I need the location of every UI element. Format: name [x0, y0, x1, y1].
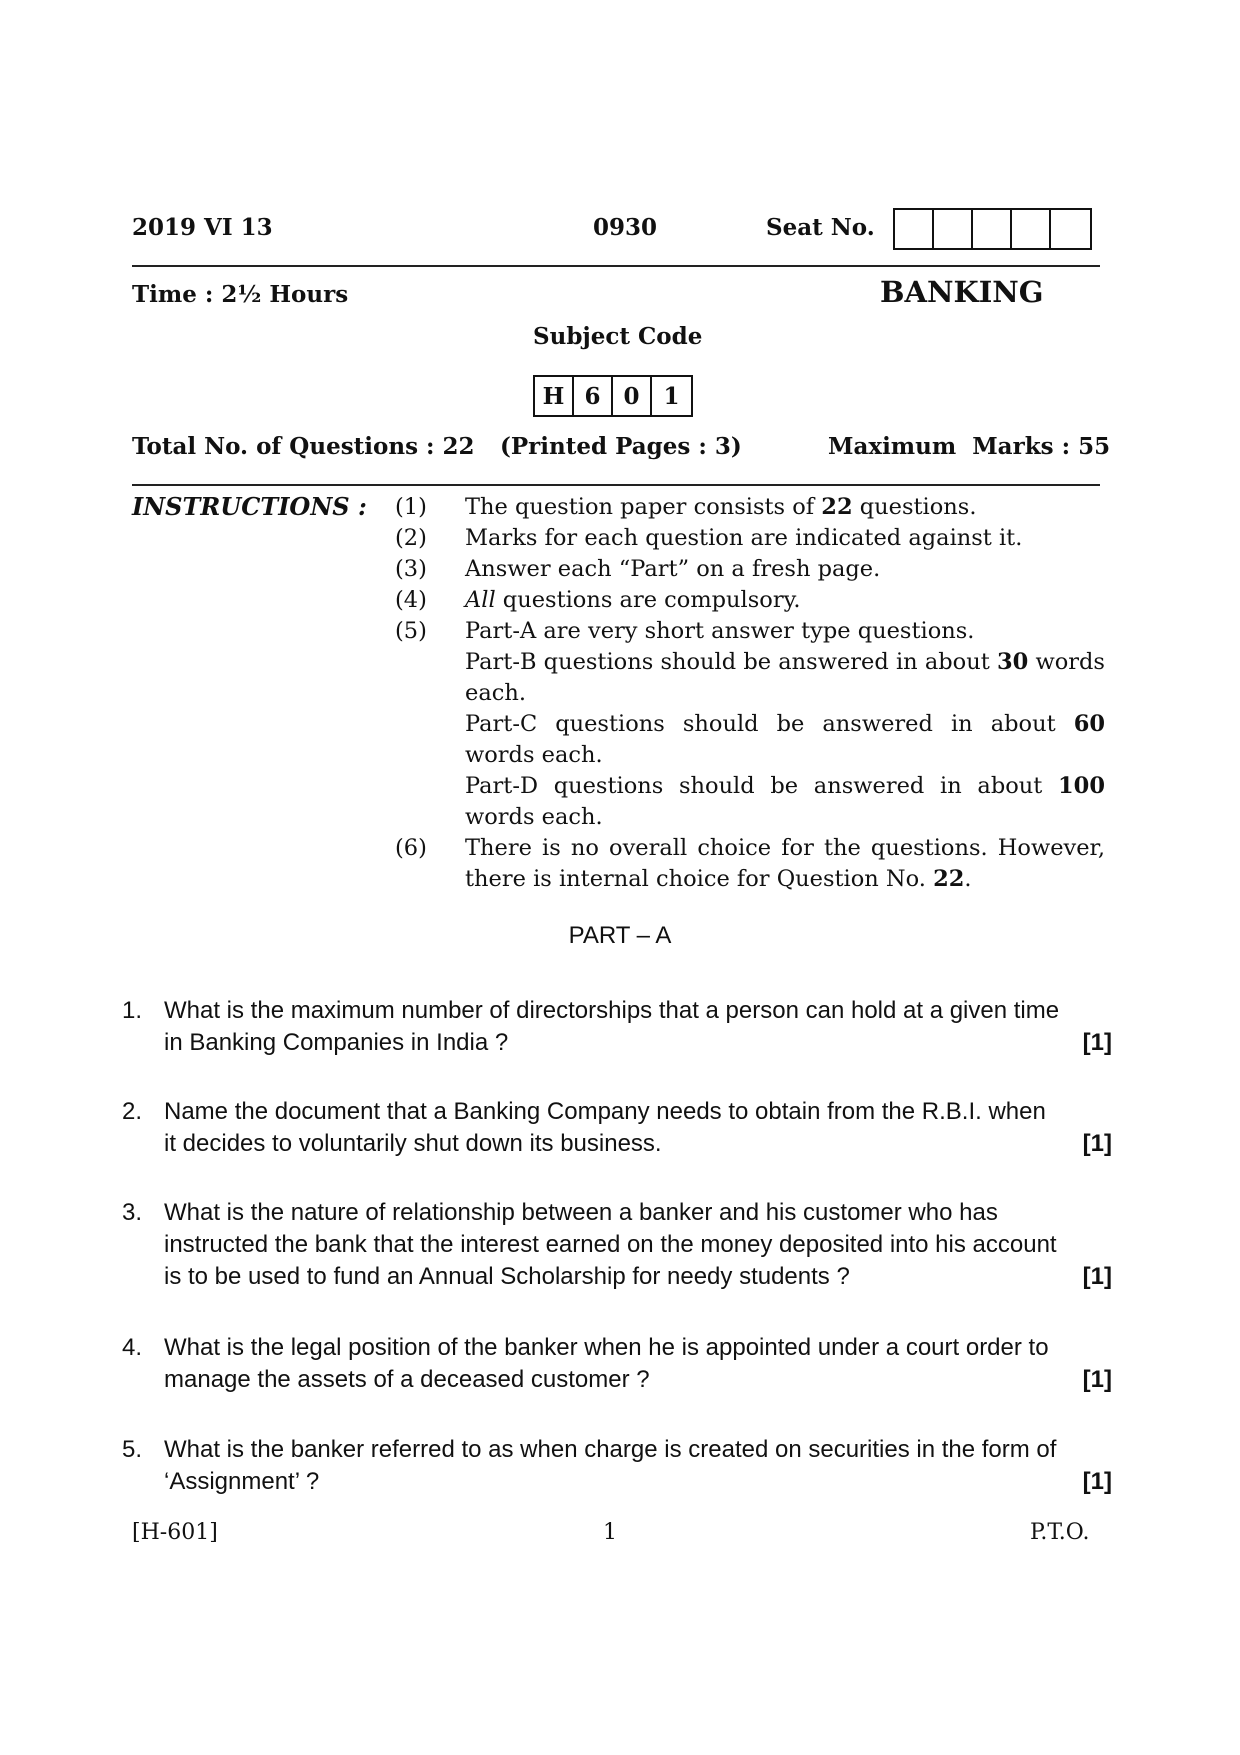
instruction-text: Answer each “Part” on a fresh page. [465, 556, 881, 582]
instructions-label: INSTRUCTIONS : [132, 492, 367, 521]
instruction-item [395, 616, 1105, 833]
time-allowed: Time : 2½ Hours [132, 281, 349, 308]
maximum-marks: Maximum Marks : 55 [828, 433, 1111, 460]
question-number: 2. [122, 1098, 143, 1125]
question-number: 4. [122, 1334, 143, 1361]
question-3 [122, 1197, 1112, 1293]
subject-code-char: H [535, 377, 574, 415]
instruction-text: Part-C questions should be answered in about 60 words each. [465, 711, 1105, 768]
date-code: 2019 VI 13 [132, 214, 273, 241]
question-marks: [1] [1082, 1029, 1112, 1056]
question-marks: [1] [1082, 1263, 1112, 1290]
part-a-title: PART – A [568, 922, 672, 949]
subject-code-char: 1 [663, 382, 680, 410]
instructions-list [395, 492, 1105, 895]
seat-number-boxes[interactable] [893, 208, 1092, 250]
question-number: 1. [122, 997, 143, 1024]
instructions-rule [132, 484, 1100, 486]
question-1 [122, 995, 1112, 1059]
seat-label: Seat No. [766, 214, 875, 241]
instruction-item [395, 833, 1105, 895]
subject-code-char: 6 [574, 377, 613, 415]
printed-pages: (Printed Pages : 3) [500, 433, 742, 460]
seat-box[interactable] [895, 210, 934, 248]
question-marks: [1] [1082, 1468, 1112, 1495]
seat-box[interactable] [1051, 210, 1090, 248]
instruction-text: Part-A are very short answer type questions. [465, 618, 975, 644]
subject-title: BANKING [880, 275, 1044, 309]
instruction-text: Part-B questions should be answered in about 30 words each. [465, 649, 1105, 706]
instruction-item [395, 554, 1105, 585]
question-5 [122, 1434, 1112, 1498]
instruction-text: There is no overall choice for the questions. However, there is internal choice for Question No. 22. [465, 835, 1105, 892]
subject-code-boxes [533, 375, 693, 417]
question-marks: [1] [1082, 1130, 1112, 1157]
question-number: 5. [122, 1436, 143, 1463]
subject-code-char: 0 [613, 377, 652, 415]
paper-code: 0930 [593, 214, 658, 241]
seat-box[interactable] [1012, 210, 1051, 248]
footer-paper-code: [H-601] [132, 1520, 218, 1545]
instruction-number: (3) [395, 556, 427, 582]
instruction-text: The question paper consists of 22 questions. [465, 494, 977, 520]
question-text: What is the nature of relationship between a banker and his customer who has instructed the bank that the interest earned on the money deposited into his account is to be used to fund an Annual Scholarship for needy students ? [164, 1199, 1057, 1290]
header-rule [132, 265, 1100, 267]
question-text: Name the document that a Banking Company needs to obtain from the R.B.I. when it decides to voluntarily shut down its business. [164, 1098, 1046, 1157]
question-marks: [1] [1082, 1366, 1112, 1393]
question-text: What is the banker referred to as when charge is created on securities in the form of ‘Assignment’ ? [164, 1436, 1057, 1495]
seat-box[interactable] [973, 210, 1012, 248]
question-number: 3. [122, 1199, 143, 1226]
question-text: What is the maximum number of directorships that a person can hold at a given time in Banking Companies in India ? [164, 997, 1060, 1056]
instruction-number: (2) [395, 525, 427, 551]
total-questions: Total No. of Questions : 22 [132, 433, 475, 460]
instruction-number: (5) [395, 618, 427, 644]
instruction-number: (4) [395, 587, 427, 613]
please-turn-over: P.T.O. [1030, 1520, 1090, 1545]
instruction-text: All questions are compulsory. [465, 587, 801, 613]
question-2 [122, 1096, 1112, 1160]
instruction-item [395, 523, 1105, 554]
question-text: What is the legal position of the banker when he is appointed under a court order to manage the assets of a deceased customer ? [164, 1334, 1049, 1393]
instruction-text: Part-D questions should be answered in about 100 words each. [465, 773, 1105, 830]
page-number: 1 [603, 1520, 617, 1545]
instruction-number: (6) [395, 835, 427, 861]
subject-code-label: Subject Code [533, 323, 703, 350]
instruction-item [395, 492, 1105, 523]
question-4 [122, 1332, 1112, 1396]
instruction-item [395, 585, 1105, 616]
instruction-number: (1) [395, 494, 427, 520]
instruction-text: Marks for each question are indicated against it. [465, 525, 1023, 551]
seat-box[interactable] [934, 210, 973, 248]
